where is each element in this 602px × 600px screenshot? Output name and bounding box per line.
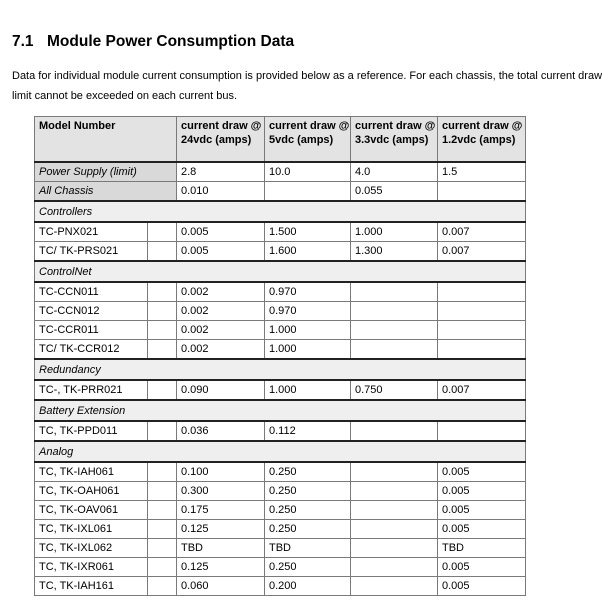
cell-24vdc: 2.8 [177,162,265,182]
group-header-row [35,201,526,222]
cell-5vdc: 0.250 [265,520,351,539]
cell-1v2dc: 0.007 [438,242,526,262]
cell-1v2dc [438,421,526,441]
cell-5vdc: 0.200 [265,577,351,596]
cell-model-number: TC, TK-PPD011 [35,421,148,441]
cell-model-number: TC, TK-OAV061 [35,501,148,520]
cell-3v3dc: 0.750 [351,380,438,400]
cell-sub [148,539,177,558]
cell-3v3dc [351,577,438,596]
header-1v2dc-line2: 1.2vdc (amps) [442,133,516,146]
header-3v3dc [351,117,438,163]
cell-3v3dc: 1.000 [351,222,438,242]
intro-line-1: Data for individual module current consumption is provided below as a reference. For each chassis, the total current draw [12,70,602,82]
limit-label: All Chassis [35,182,177,202]
cell-3v3dc: 4.0 [351,162,438,182]
header-5vdc-line1: current draw @ [269,120,350,132]
table-row [35,302,526,321]
cell-3v3dc [351,520,438,539]
table-row [35,340,526,360]
cell-24vdc: 0.002 [177,302,265,321]
cell-5vdc: 0.112 [265,421,351,441]
cell-5vdc: 0.250 [265,482,351,501]
cell-3v3dc [351,482,438,501]
cell-sub [148,340,177,360]
table-row [35,501,526,520]
table-row [35,380,526,400]
table-row [35,282,526,302]
cell-24vdc: 0.005 [177,222,265,242]
intro-line-2: limit cannot be exceeded on each current bus. [12,89,238,102]
cell-model-number: TC, TK-IXL062 [35,539,148,558]
header-model-number: Model Number [35,117,177,163]
cell-model-number: TC/ TK-PRS021 [35,242,148,262]
cell-1v2dc: 0.005 [438,577,526,596]
cell-model-number: TC, TK-IXL061 [35,520,148,539]
cell-1v2dc: 0.005 [438,462,526,482]
limit-row-power-supply [35,162,526,182]
header-3v3dc-line1: current draw @ [355,120,436,132]
table-row [35,242,526,262]
header-5vdc-line2: 5vdc (amps) [269,133,334,146]
cell-model-number: TC, TK-OAH061 [35,482,148,501]
header-24vdc-line2: 24vdc (amps) [181,133,252,146]
cell-3v3dc [351,539,438,558]
cell-sub [148,302,177,321]
table-row [35,222,526,242]
cell-5vdc: 1.500 [265,222,351,242]
limit-row-all-chassis [35,182,526,202]
table-row [35,577,526,596]
cell-24vdc: 0.002 [177,340,265,360]
cell-sub [148,282,177,302]
limit-label: Power Supply (limit) [35,162,177,182]
cell-3v3dc: 0.055 [351,182,438,202]
cell-24vdc: 0.060 [177,577,265,596]
cell-5vdc: 0.250 [265,462,351,482]
cell-3v3dc [351,462,438,482]
cell-sub [148,321,177,340]
cell-sub [148,482,177,501]
cell-1v2dc: 0.005 [438,501,526,520]
section-heading [12,33,294,51]
header-5vdc [265,117,351,163]
group-name: ControlNet [35,261,526,282]
cell-1v2dc: 1.5 [438,162,526,182]
cell-1v2dc: TBD [438,539,526,558]
cell-sub [148,520,177,539]
cell-model-number: TC-, TK-PRR021 [35,380,148,400]
section-title: Module Power Consumption Data [47,33,295,50]
cell-24vdc: 0.125 [177,520,265,539]
cell-1v2dc [438,340,526,360]
cell-24vdc: 0.125 [177,558,265,577]
cell-1v2dc [438,321,526,340]
cell-sub [148,577,177,596]
power-consumption-table-container [34,116,525,592]
cell-24vdc: 0.002 [177,321,265,340]
cell-5vdc: 0.970 [265,302,351,321]
cell-5vdc: 1.000 [265,321,351,340]
cell-1v2dc: 0.005 [438,520,526,539]
cell-model-number: TC, TK-IXR061 [35,558,148,577]
intro-paragraph [12,67,602,106]
section-number: 7.1 [12,33,34,50]
cell-model-number: TC, TK-IAH161 [35,577,148,596]
cell-3v3dc [351,421,438,441]
cell-3v3dc [351,501,438,520]
cell-1v2dc: 0.007 [438,222,526,242]
cell-model-number: TC/ TK-CCR012 [35,340,148,360]
header-1v2dc [438,117,526,163]
table-row [35,482,526,501]
cell-5vdc: TBD [265,539,351,558]
cell-model-number: TC-PNX021 [35,222,148,242]
cell-1v2dc: 0.005 [438,482,526,501]
cell-3v3dc [351,282,438,302]
cell-5vdc: 1.000 [265,340,351,360]
cell-5vdc: 1.000 [265,380,351,400]
cell-sub [148,462,177,482]
cell-sub [148,380,177,400]
power-consumption-table [34,116,526,596]
header-24vdc-line1: current draw @ [181,120,262,132]
cell-sub [148,421,177,441]
cell-3v3dc [351,321,438,340]
cell-3v3dc [351,558,438,577]
cell-5vdc: 0.250 [265,558,351,577]
cell-5vdc: 0.250 [265,501,351,520]
cell-model-number: TC-CCN011 [35,282,148,302]
cell-24vdc: 0.005 [177,242,265,262]
cell-24vdc: 0.002 [177,282,265,302]
group-name: Redundancy [35,359,526,380]
cell-5vdc: 10.0 [265,162,351,182]
cell-5vdc [265,182,351,202]
cell-model-number: TC-CCN012 [35,302,148,321]
table-header-row [35,117,526,163]
group-header-row [35,261,526,282]
cell-24vdc: TBD [177,539,265,558]
table-row [35,462,526,482]
group-name: Controllers [35,201,526,222]
header-3v3dc-line2: 3.3vdc (amps) [355,133,429,146]
table-row [35,421,526,441]
cell-3v3dc [351,340,438,360]
cell-5vdc: 0.970 [265,282,351,302]
group-header-row [35,359,526,380]
cell-24vdc: 0.036 [177,421,265,441]
table-row [35,558,526,577]
header-24vdc [177,117,265,163]
cell-model-number: TC, TK-IAH061 [35,462,148,482]
cell-24vdc: 0.100 [177,462,265,482]
cell-5vdc: 1.600 [265,242,351,262]
cell-24vdc: 0.090 [177,380,265,400]
cell-3v3dc: 1.300 [351,242,438,262]
group-name: Battery Extension [35,400,526,421]
table-row [35,520,526,539]
cell-sub [148,222,177,242]
cell-1v2dc: 0.007 [438,380,526,400]
header-1v2dc-line1: current draw @ [442,120,523,132]
cell-1v2dc [438,302,526,321]
cell-24vdc: 0.300 [177,482,265,501]
cell-sub [148,501,177,520]
cell-1v2dc [438,282,526,302]
cell-1v2dc: 0.005 [438,558,526,577]
table-row [35,539,526,558]
cell-sub [148,242,177,262]
table-row [35,321,526,340]
cell-24vdc: 0.175 [177,501,265,520]
group-header-row [35,441,526,462]
cell-24vdc: 0.010 [177,182,265,202]
cell-model-number: TC-CCR011 [35,321,148,340]
cell-3v3dc [351,302,438,321]
cell-sub [148,558,177,577]
group-header-row [35,400,526,421]
group-name: Analog [35,441,526,462]
cell-1v2dc [438,182,526,202]
